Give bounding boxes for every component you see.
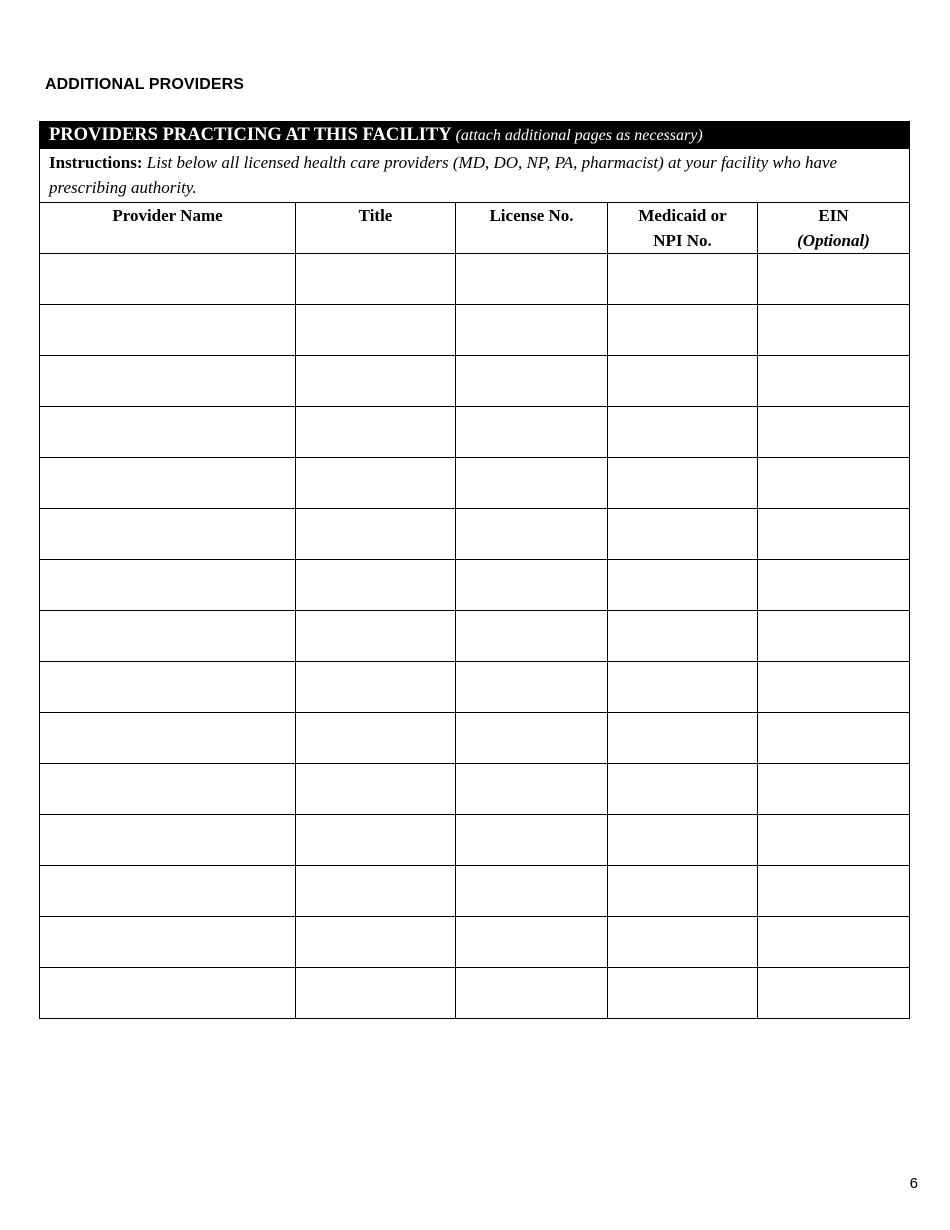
provider-name-cell[interactable]	[40, 305, 296, 356]
medicaid-npi-cell[interactable]	[608, 305, 758, 356]
ein-cell[interactable]	[758, 254, 910, 305]
table-row	[40, 713, 910, 764]
title-cell[interactable]	[296, 662, 456, 713]
license-cell[interactable]	[456, 560, 608, 611]
ein-cell[interactable]	[758, 815, 910, 866]
license-cell[interactable]	[456, 662, 608, 713]
provider-name-cell[interactable]	[40, 407, 296, 458]
banner-row	[40, 122, 910, 149]
ein-cell[interactable]	[758, 458, 910, 509]
provider-name-cell[interactable]	[40, 509, 296, 560]
title-cell[interactable]	[296, 815, 456, 866]
table-row	[40, 560, 910, 611]
table-row	[40, 458, 910, 509]
provider-name-cell[interactable]	[40, 917, 296, 968]
banner-title: PROVIDERS PRACTICING AT THIS FACILITY	[49, 124, 451, 145]
provider-name-cell[interactable]	[40, 356, 296, 407]
instructions-label: Instructions:	[49, 153, 143, 172]
provider-name-cell[interactable]	[40, 764, 296, 815]
title-cell[interactable]	[296, 254, 456, 305]
medicaid-npi-cell[interactable]	[608, 560, 758, 611]
table-row	[40, 509, 910, 560]
ein-cell[interactable]	[758, 866, 910, 917]
license-cell[interactable]	[456, 254, 608, 305]
table-row	[40, 611, 910, 662]
provider-name-cell[interactable]	[40, 713, 296, 764]
license-cell[interactable]	[456, 509, 608, 560]
medicaid-npi-cell[interactable]	[608, 254, 758, 305]
page-number: 6	[909, 1175, 918, 1192]
provider-rows	[40, 254, 910, 1019]
column-header-license: License No.	[456, 203, 608, 254]
license-cell[interactable]	[456, 356, 608, 407]
medicaid-npi-cell[interactable]	[608, 764, 758, 815]
banner-note: (attach additional pages as necessary)	[455, 126, 703, 144]
table-row	[40, 305, 910, 356]
provider-name-cell[interactable]	[40, 815, 296, 866]
table-row	[40, 815, 910, 866]
table-row	[40, 866, 910, 917]
license-cell[interactable]	[456, 815, 608, 866]
ein-cell[interactable]	[758, 611, 910, 662]
title-cell[interactable]	[296, 611, 456, 662]
column-header-provider-name: Provider Name	[40, 203, 296, 254]
title-cell[interactable]	[296, 968, 456, 1019]
table-row	[40, 917, 910, 968]
provider-name-cell[interactable]	[40, 662, 296, 713]
license-cell[interactable]	[456, 611, 608, 662]
column-header-ein: EIN (Optional)	[758, 203, 910, 254]
provider-name-cell[interactable]	[40, 611, 296, 662]
provider-name-cell[interactable]	[40, 458, 296, 509]
ein-cell[interactable]	[758, 917, 910, 968]
title-cell[interactable]	[296, 560, 456, 611]
provider-name-cell[interactable]	[40, 968, 296, 1019]
table-row	[40, 356, 910, 407]
column-header-title: Title	[296, 203, 456, 254]
medicaid-npi-cell[interactable]	[608, 458, 758, 509]
medicaid-npi-cell[interactable]	[608, 611, 758, 662]
ein-cell[interactable]	[758, 713, 910, 764]
title-cell[interactable]	[296, 305, 456, 356]
title-cell[interactable]	[296, 509, 456, 560]
table-row	[40, 254, 910, 305]
medicaid-npi-cell[interactable]	[608, 662, 758, 713]
table-row	[40, 764, 910, 815]
title-cell[interactable]	[296, 713, 456, 764]
title-cell[interactable]	[296, 407, 456, 458]
medicaid-npi-cell[interactable]	[608, 509, 758, 560]
medicaid-npi-cell[interactable]	[608, 407, 758, 458]
section-title: ADDITIONAL PROVIDERS	[45, 76, 245, 93]
license-cell[interactable]	[456, 764, 608, 815]
provider-name-cell[interactable]	[40, 560, 296, 611]
ein-cell[interactable]	[758, 305, 910, 356]
license-cell[interactable]	[456, 917, 608, 968]
providers-table	[39, 121, 910, 1019]
license-cell[interactable]	[456, 968, 608, 1019]
medicaid-npi-cell[interactable]	[608, 968, 758, 1019]
ein-cell[interactable]	[758, 662, 910, 713]
medicaid-npi-cell[interactable]	[608, 917, 758, 968]
license-cell[interactable]	[456, 305, 608, 356]
license-cell[interactable]	[456, 713, 608, 764]
license-cell[interactable]	[456, 407, 608, 458]
title-cell[interactable]	[296, 356, 456, 407]
title-cell[interactable]	[296, 458, 456, 509]
ein-cell[interactable]	[758, 560, 910, 611]
ein-cell[interactable]	[758, 968, 910, 1019]
table-row	[40, 407, 910, 458]
provider-name-cell[interactable]	[40, 254, 296, 305]
ein-cell[interactable]	[758, 407, 910, 458]
ein-cell[interactable]	[758, 764, 910, 815]
column-header-row	[40, 203, 910, 254]
medicaid-npi-cell[interactable]	[608, 713, 758, 764]
ein-cell[interactable]	[758, 356, 910, 407]
medicaid-npi-cell[interactable]	[608, 815, 758, 866]
table-row	[40, 662, 910, 713]
instructions-row	[40, 149, 910, 203]
provider-name-cell[interactable]	[40, 866, 296, 917]
license-cell[interactable]	[456, 458, 608, 509]
medicaid-npi-cell[interactable]	[608, 356, 758, 407]
title-cell[interactable]	[296, 764, 456, 815]
table-row	[40, 968, 910, 1019]
license-cell[interactable]	[456, 866, 608, 917]
title-cell[interactable]	[296, 917, 456, 968]
instructions-text: List below all licensed health care providers (MD, DO, NP, PA, pharmacist) at your facility who have prescribing authority.	[49, 153, 838, 197]
table-banner	[40, 122, 910, 149]
instructions	[40, 149, 910, 203]
ein-cell[interactable]	[758, 509, 910, 560]
column-header-medicaid-npi: Medicaid or NPI No.	[608, 203, 758, 254]
title-cell[interactable]	[296, 866, 456, 917]
medicaid-npi-cell[interactable]	[608, 866, 758, 917]
